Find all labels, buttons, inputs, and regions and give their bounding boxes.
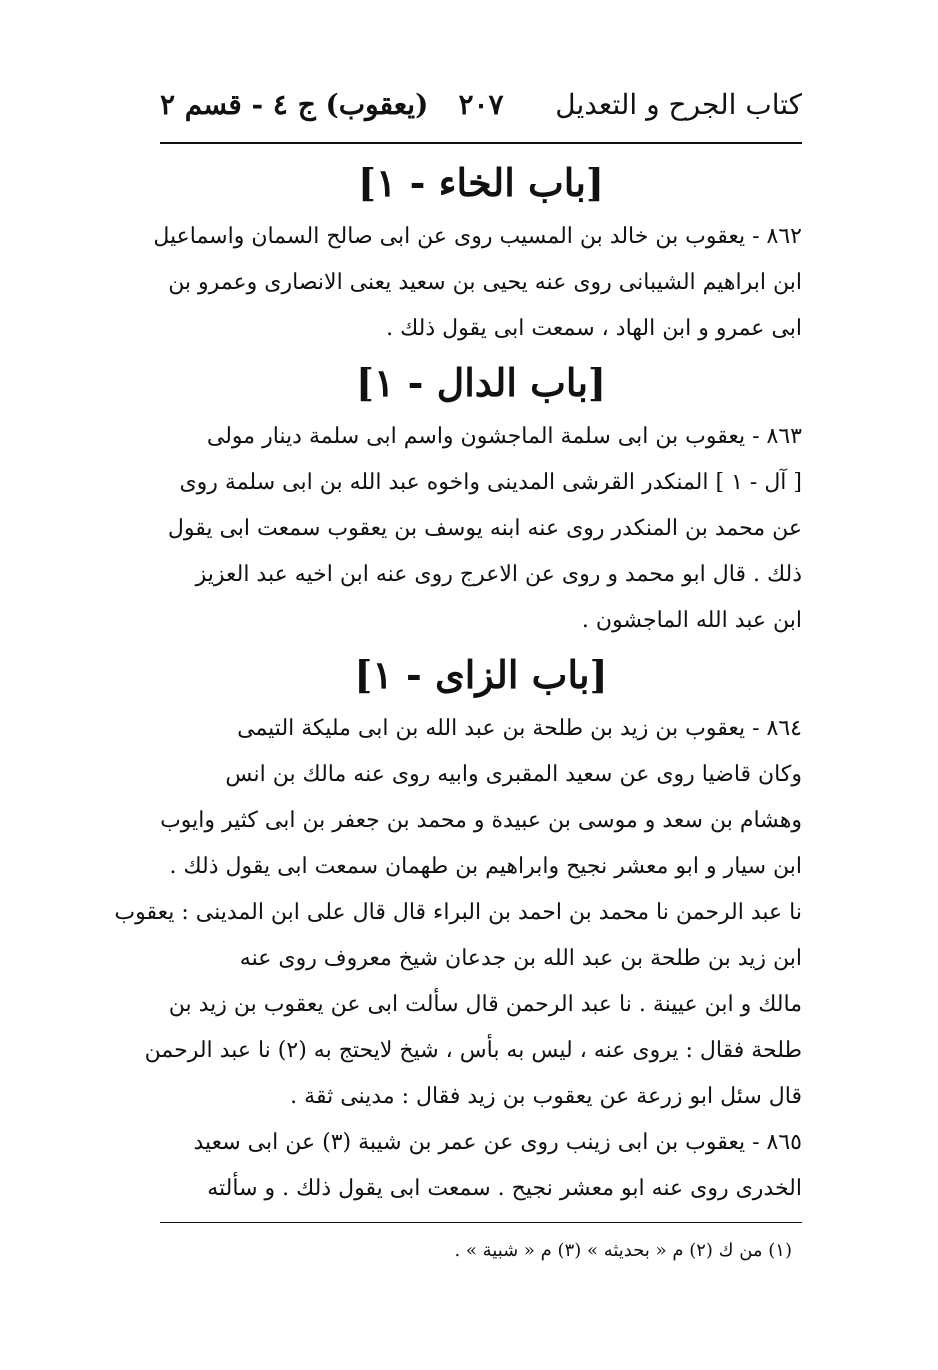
footnote-rule [160,1222,802,1223]
entry-865 [160,1120,802,1212]
entry-line: ابن ابراهيم الشيبانى روى عنه يحيى بن سعيد يعنى الانصارى وعمرو بن [168,270,802,295]
entry-862 [153,214,802,352]
document-page [114,80,802,1265]
entry-line: الخدرى روى عنه ابو معشر نجيح . سمعت ابى يقول ذلك . و سألته [207,1176,802,1201]
entry-line: ابن عبد الله الماجشون . [581,608,802,633]
book-title: كتاب الجرح و التعديل [555,88,802,121]
entry-863 [160,414,802,644]
chapter-heading-zay: [باب الزاى - ١] [354,652,608,697]
entry-line: ابى عمرو و ابن الهاد ، سمعت ابى يقول ذلك . [386,316,802,341]
chapter-heading-khaa: [باب الخاء - ١] [358,160,604,205]
entry-line: عن محمد بن المنكدر روى عنه ابنه يوسف بن يعقوب سمعت ابى يقول [167,516,802,541]
entry-line: ابن زيد بن طلحة بن عبد الله بن جدعان شيخ معروف روى عنه [239,946,802,971]
entry-line: ٨٦٢ - يعقوب بن خالد بن المسيب روى عن ابى صالح السمان واسماعيل [153,224,802,249]
entry-line: قال سئل ابو زرعة عن يعقوب بن زيد فقال : مدينى ثقة . [290,1084,802,1109]
entry-line: طلحة فقال : يروى عنه ، ليس به بأس ، شيخ لايحتج به (٢) نا عبد الرحمن [144,1038,802,1063]
entry-line: ابن سيار و ابو معشر نجيح وابراهيم بن طهمان سمعت ابى يقول ذلك . [169,854,802,879]
entry-line: ذلك . قال ابو محمد و روى عن الاعرج روى عنه ابن اخيه عبد العزيز [195,562,802,587]
footnotes: (١) من ك (٢) م « بحديثه » (٣) م « شبية » . [454,1240,792,1261]
volume-label: (يعقوب) ج ٤ - قسم ٢ [160,88,429,121]
page-header [160,80,802,136]
entry-line: ٨٦٥ - يعقوب بن ابى زينب روى عن عمر بن شيبة (٣) عن ابى سعيد [193,1130,802,1155]
entry-line: وهشام بن سعد و موسى بن عبيدة و محمد بن جعفر بن ابى كثير وايوب [160,808,802,833]
entry-864 [114,706,802,1120]
chapter-heading-dal: [باب الدال - ١] [355,360,607,405]
entry-line: ٨٦٤ - يعقوب بن زيد بن طلحة بن عبد الله بن ابى مليكة التيمى [237,716,802,741]
entry-line: وكان قاضيا روى عن سعيد المقبرى وابيه روى عنه مالك بن انس [225,762,802,787]
entry-line: [ آل - ١ ] المنكدر القرشى المدينى واخوه عبد الله بن ابى سلمة روى [179,470,802,495]
entry-line: نا عبد الرحمن نا محمد بن احمد بن البراء قال قال على ابن المدينى : يعقوب [114,900,802,925]
header-rule [160,142,802,144]
page-number: ٢٠٧ [458,88,504,121]
entry-line: مالك و ابن عيينة . نا عبد الرحمن قال سألت ابى عن يعقوب بن زيد بن [168,992,802,1017]
entry-line: ٨٦٣ - يعقوب بن ابى سلمة الماجشون واسم ابى سلمة دينار مولى [206,424,802,449]
